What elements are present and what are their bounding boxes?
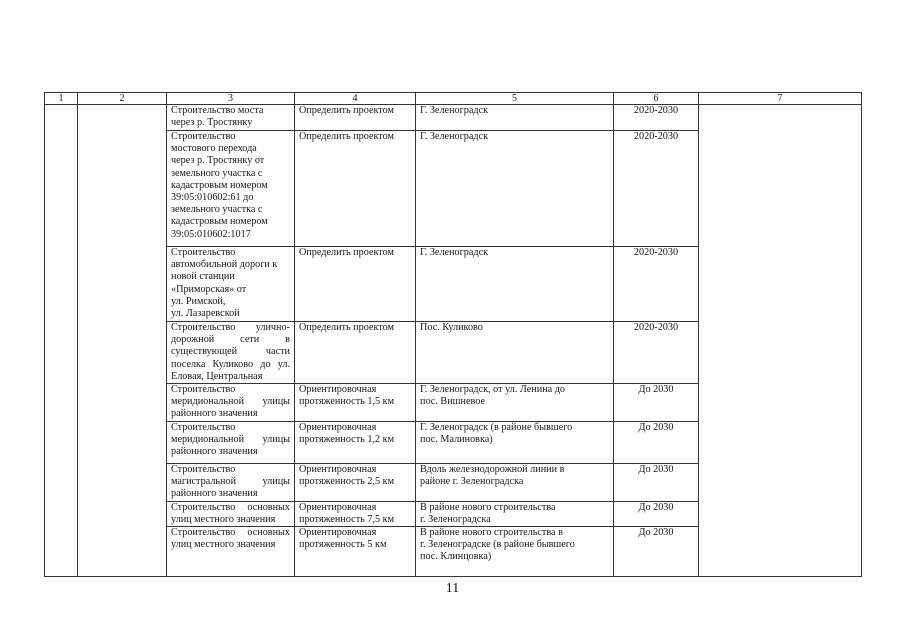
column-header-6: 6 <box>614 93 699 105</box>
location-cell: Г. Зеленоградск, от ул. Ленина до пос. Вишневое <box>416 384 614 422</box>
column-header-1: 1 <box>45 93 78 105</box>
term-cell: До 2030 <box>614 527 699 577</box>
capacity-cell: Определить проектом <box>295 131 416 247</box>
location-cell: В районе нового строительства г. Зеленоградска <box>416 501 614 526</box>
term-cell: 2020-2030 <box>614 131 699 247</box>
capacity-cell: Ориентировочная протяженность 5 км <box>295 527 416 577</box>
object-name-cell: Строительство основных улиц местного значения <box>167 501 295 526</box>
column-1-cell <box>45 105 78 577</box>
object-name-cell: Строительство моста через р. Тростянку <box>167 105 295 131</box>
column-2-cell <box>78 105 167 577</box>
planning-table <box>44 92 862 577</box>
term-cell: 2020-2030 <box>614 247 699 322</box>
column-7-cell <box>699 105 862 577</box>
object-name-cell: Строительство магистральной улицы районного значения <box>167 463 295 501</box>
location-cell: Г. Зеленоградск (в районе бывшего пос. Малиновка) <box>416 421 614 463</box>
location-cell: Г. Зеленоградск <box>416 247 614 322</box>
page-number: 11 <box>445 581 460 596</box>
object-name-cell: Строительство меридиональной улицы районного значения <box>167 384 295 422</box>
term-cell: До 2030 <box>614 501 699 526</box>
location-cell: Г. Зеленоградск <box>416 105 614 131</box>
header-row <box>45 93 862 105</box>
term-cell: До 2030 <box>614 421 699 463</box>
capacity-cell: Ориентировочная протяженность 1,2 км <box>295 421 416 463</box>
location-cell: Пос. Куликово <box>416 322 614 384</box>
column-header-3: 3 <box>167 93 295 105</box>
term-cell: До 2030 <box>614 463 699 501</box>
capacity-cell: Определить проектом <box>295 322 416 384</box>
table-row <box>45 105 862 131</box>
object-name-cell: Строительство основных улиц местного значения <box>167 527 295 577</box>
location-cell: Г. Зеленоградск <box>416 131 614 247</box>
capacity-cell: Ориентировочная протяженность 2,5 км <box>295 463 416 501</box>
location-cell: В районе нового строительства в г. Зеленоградске (в районе бывшего пос. Клинцовка) <box>416 527 614 577</box>
capacity-cell: Определить проектом <box>295 247 416 322</box>
term-cell: До 2030 <box>614 384 699 422</box>
column-header-7: 7 <box>699 93 862 105</box>
column-header-2: 2 <box>78 93 167 105</box>
object-name-cell: Строительство меридиональной улицы районного значения <box>167 421 295 463</box>
capacity-cell: Ориентировочная протяженность 7,5 км <box>295 501 416 526</box>
term-cell: 2020-2030 <box>614 322 699 384</box>
term-cell: 2020-2030 <box>614 105 699 131</box>
column-header-5: 5 <box>416 93 614 105</box>
object-name-cell: Строительство улично-дорожной сети в существующей части поселка Куликово до ул. Еловая, Центральная <box>167 322 295 384</box>
capacity-cell: Определить проектом <box>295 105 416 131</box>
capacity-cell: Ориентировочная протяженность 1,5 км <box>295 384 416 422</box>
column-header-4: 4 <box>295 93 416 105</box>
object-name-cell: Строительство автомобильной дороги к новой станции «Приморская» от ул. Римской, ул. Лазаревской <box>167 247 295 322</box>
object-name-cell: Строительство мостового перехода через р. Тростянку от земельного участка с кадастровым номером 39:05:010602:61 до земельного участка с кадастровым номером 39:05:010602:1017 <box>167 131 295 247</box>
location-cell: Вдоль железнодорожной линии в районе г. Зеленоградска <box>416 463 614 501</box>
